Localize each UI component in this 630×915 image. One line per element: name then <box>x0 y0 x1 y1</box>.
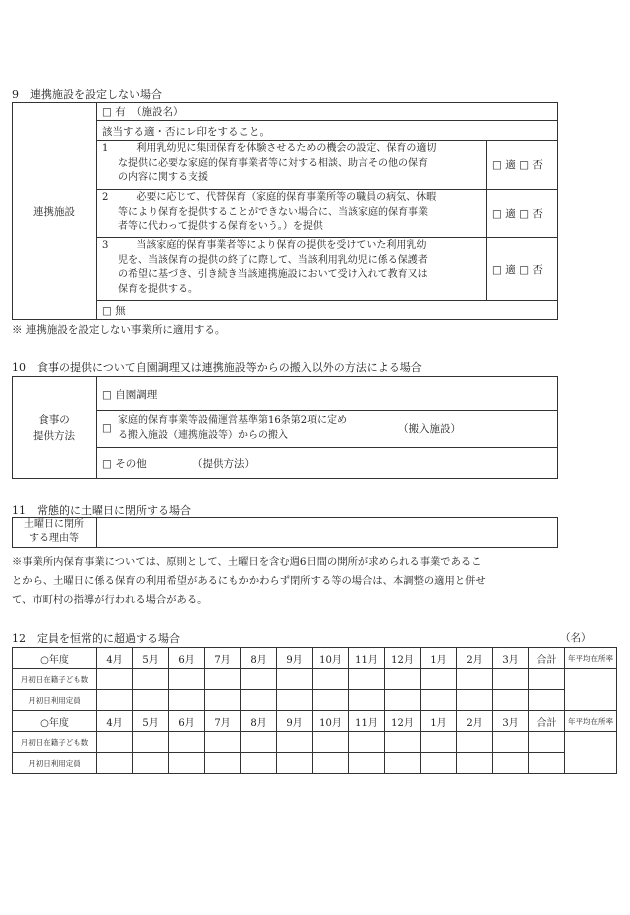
row-label-enrolled: 月初日在籍子ども数 <box>13 669 97 690</box>
item-text: の希望に基づき、引き続き当該連携施設において受け入れて教育又は <box>118 269 428 280</box>
item-text: 保育を提供する。 <box>118 283 198 295</box>
section-12-title: 12 定員を恒常的に超過する場合 <box>12 632 180 645</box>
table-row <box>13 690 617 711</box>
s9-note: ※ 連携施設を設定しない事業所に適用する。 <box>12 324 226 336</box>
month-header: 4月 <box>97 711 133 732</box>
s9-yes-option[interactable]: □ 有 （施設名） <box>102 106 184 118</box>
item-number: 3 <box>102 240 109 251</box>
s9-item-3-check[interactable]: □ 適 □ 否 <box>492 264 543 276</box>
s10-delivery-facility-label: （搬入施設） <box>398 423 461 435</box>
data-cell[interactable] <box>241 753 277 774</box>
item-number: 1 <box>102 143 109 154</box>
s10-label <box>12 376 96 479</box>
s10-option-delivery <box>118 414 398 443</box>
year-cell: ○年度 <box>13 648 97 669</box>
data-cell[interactable] <box>169 732 205 753</box>
month-header: 12月 <box>385 711 421 732</box>
s10-label-line2: 提供方法 <box>33 429 75 442</box>
table-row <box>13 753 617 774</box>
month-header: 8月 <box>241 711 277 732</box>
s9-item-2 <box>102 191 482 235</box>
s11-label-line2: する理由等 <box>29 533 79 544</box>
data-cell[interactable] <box>493 753 529 774</box>
data-cell[interactable] <box>313 690 349 711</box>
month-header: 11月 <box>349 648 385 669</box>
data-cell[interactable] <box>205 753 241 774</box>
row-label-capacity: 月初日利用定員 <box>13 753 97 774</box>
item-text: 利用乳幼児に集団保育を体験させるための機会の設定、保育の適切 <box>136 143 437 154</box>
data-cell[interactable] <box>277 690 313 711</box>
s10-option-delivery-line2: る搬入施設（連携施設等）からの搬入 <box>118 429 288 441</box>
data-cell[interactable] <box>457 732 493 753</box>
s10-option-other[interactable]: □ その他 <box>102 458 147 470</box>
s10-other-method-label: （提供方法） <box>192 458 255 470</box>
data-cell[interactable] <box>241 690 277 711</box>
s11-label <box>12 518 96 546</box>
month-header: 5月 <box>133 648 169 669</box>
table-row <box>13 732 617 753</box>
month-header: 5月 <box>133 711 169 732</box>
total-header: 合計 <box>529 648 565 669</box>
month-header: 12月 <box>385 648 421 669</box>
data-cell[interactable] <box>385 753 421 774</box>
month-header: 9月 <box>277 711 313 732</box>
data-cell[interactable] <box>457 690 493 711</box>
data-cell[interactable] <box>421 669 457 690</box>
data-cell[interactable] <box>529 690 565 711</box>
rate-header: 年平均在所率 <box>565 711 617 732</box>
data-cell[interactable] <box>421 753 457 774</box>
data-cell[interactable] <box>277 732 313 753</box>
section-9-title: 9 連携施設を設定しない場合 <box>12 88 162 101</box>
data-cell[interactable] <box>313 753 349 774</box>
data-cell[interactable] <box>241 669 277 690</box>
s11-reason-field[interactable] <box>97 518 557 547</box>
data-cell[interactable] <box>313 669 349 690</box>
month-header: 1月 <box>421 648 457 669</box>
data-cell[interactable] <box>205 732 241 753</box>
item-text: 必要に応じて、代替保育（家庭的保育事業所等の職員の病気、休暇 <box>136 192 437 203</box>
data-cell[interactable] <box>493 669 529 690</box>
section-11-title: 11 常態的に土曜日に閉所する場合 <box>12 504 191 517</box>
month-header: 7月 <box>205 648 241 669</box>
data-cell[interactable] <box>493 732 529 753</box>
data-cell[interactable] <box>133 732 169 753</box>
table-row <box>13 711 617 732</box>
data-cell[interactable] <box>313 732 349 753</box>
s11-note-line3: て、市町村の指導が行われる場合がある。 <box>12 594 208 606</box>
data-cell[interactable] <box>385 669 421 690</box>
data-cell[interactable] <box>349 732 385 753</box>
s12-table <box>12 647 617 774</box>
month-header: 3月 <box>493 648 529 669</box>
data-cell[interactable] <box>133 753 169 774</box>
month-header: 6月 <box>169 711 205 732</box>
s9-no-option[interactable]: □ 無 <box>102 305 126 317</box>
s10-option-self-cooking[interactable]: □ 自園調理 <box>102 389 158 401</box>
data-cell[interactable] <box>241 732 277 753</box>
row-label-capacity: 月初日利用定員 <box>13 690 97 711</box>
data-cell[interactable] <box>457 669 493 690</box>
data-cell[interactable] <box>169 690 205 711</box>
month-header: 8月 <box>241 648 277 669</box>
item-text: 者等に代わって提供する保育をいう。）を提供 <box>118 221 323 232</box>
data-cell[interactable] <box>277 753 313 774</box>
data-cell[interactable] <box>97 690 133 711</box>
s9-label: 連携施設 <box>33 205 75 218</box>
month-header: 11月 <box>349 711 385 732</box>
data-cell[interactable] <box>385 690 421 711</box>
data-cell[interactable] <box>457 753 493 774</box>
data-cell[interactable] <box>169 753 205 774</box>
row-label-enrolled: 月初日在籍子ども数 <box>13 732 97 753</box>
month-header: 6月 <box>169 648 205 669</box>
s11-note-line1: ※事業所内保育事業については、原則として、土曜日を含む週6日間の開所が求められる事業であるこ <box>12 556 482 568</box>
s10-label-line1: 食事の <box>38 413 70 426</box>
table-row <box>13 648 617 669</box>
data-cell[interactable] <box>97 753 133 774</box>
data-cell[interactable] <box>349 690 385 711</box>
s11-note <box>12 553 486 610</box>
s11-label-line1: 土曜日に閉所 <box>24 519 84 530</box>
s9-item-3 <box>102 239 482 297</box>
month-header: 10月 <box>313 648 349 669</box>
month-header: 9月 <box>277 648 313 669</box>
data-cell[interactable] <box>205 690 241 711</box>
s9-item-2-check[interactable]: □ 適 □ 否 <box>492 208 543 220</box>
data-cell[interactable] <box>133 690 169 711</box>
year-cell: ○年度 <box>13 711 97 732</box>
month-header: 7月 <box>205 711 241 732</box>
data-cell[interactable] <box>421 690 457 711</box>
data-cell[interactable] <box>349 669 385 690</box>
data-cell[interactable] <box>97 669 133 690</box>
table-row <box>13 669 617 690</box>
month-header: 1月 <box>421 711 457 732</box>
item-text: の内容に関する支援 <box>118 172 208 183</box>
s9-instruction: 該当する適・否にレ印をすること。 <box>102 126 270 138</box>
item-text: 等により保育を提供することができない場合に、当該家庭的保育事業 <box>118 206 428 218</box>
rate-cell[interactable] <box>565 732 617 774</box>
data-cell[interactable] <box>133 669 169 690</box>
month-header: 10月 <box>313 711 349 732</box>
data-cell[interactable] <box>205 669 241 690</box>
section-10-title: 10 食事の提供について自園調理又は連携施設等からの搬入以外の方法による場合 <box>12 361 422 374</box>
data-cell[interactable] <box>529 753 565 774</box>
s10-option-delivery-line1: 家庭的保育事業等設備運営基準第16条第2項に定め <box>118 415 348 426</box>
s12-unit: （名） <box>560 632 592 644</box>
data-cell[interactable] <box>349 753 385 774</box>
item-number: 2 <box>102 192 109 203</box>
item-text: 当該家庭的保育事業者等により保育の提供を受けていた利用乳幼 <box>136 240 427 251</box>
month-header: 3月 <box>493 711 529 732</box>
s9-item-1-check[interactable]: □ 適 □ 否 <box>492 159 543 171</box>
month-header: 2月 <box>457 648 493 669</box>
month-header: 4月 <box>97 648 133 669</box>
s9-item-1 <box>102 142 482 186</box>
data-cell[interactable] <box>493 690 529 711</box>
s11-note-line2: とから、土曜日に係る保育の利用希望があるにもかかわらず閉所する等の場合は、本調整の適用と併せ <box>12 575 486 587</box>
data-cell[interactable] <box>97 732 133 753</box>
item-text: な提供に必要な家庭的保育事業者等に対する相談、助言その他の保育 <box>118 157 428 169</box>
data-cell[interactable] <box>277 669 313 690</box>
data-cell[interactable] <box>385 732 421 753</box>
month-header: 2月 <box>457 711 493 732</box>
total-header: 合計 <box>529 711 565 732</box>
rate-header: 年平均在所率 <box>565 648 617 669</box>
rate-cell[interactable] <box>565 669 617 711</box>
item-text: 児を、当該保育の提供の終了に際して、当該利用乳幼児に係る保護者 <box>118 254 428 266</box>
data-cell[interactable] <box>529 669 565 690</box>
data-cell[interactable] <box>421 732 457 753</box>
data-cell[interactable] <box>529 732 565 753</box>
data-cell[interactable] <box>169 669 205 690</box>
s10-option-delivery-checkbox[interactable]: □ <box>102 422 112 434</box>
